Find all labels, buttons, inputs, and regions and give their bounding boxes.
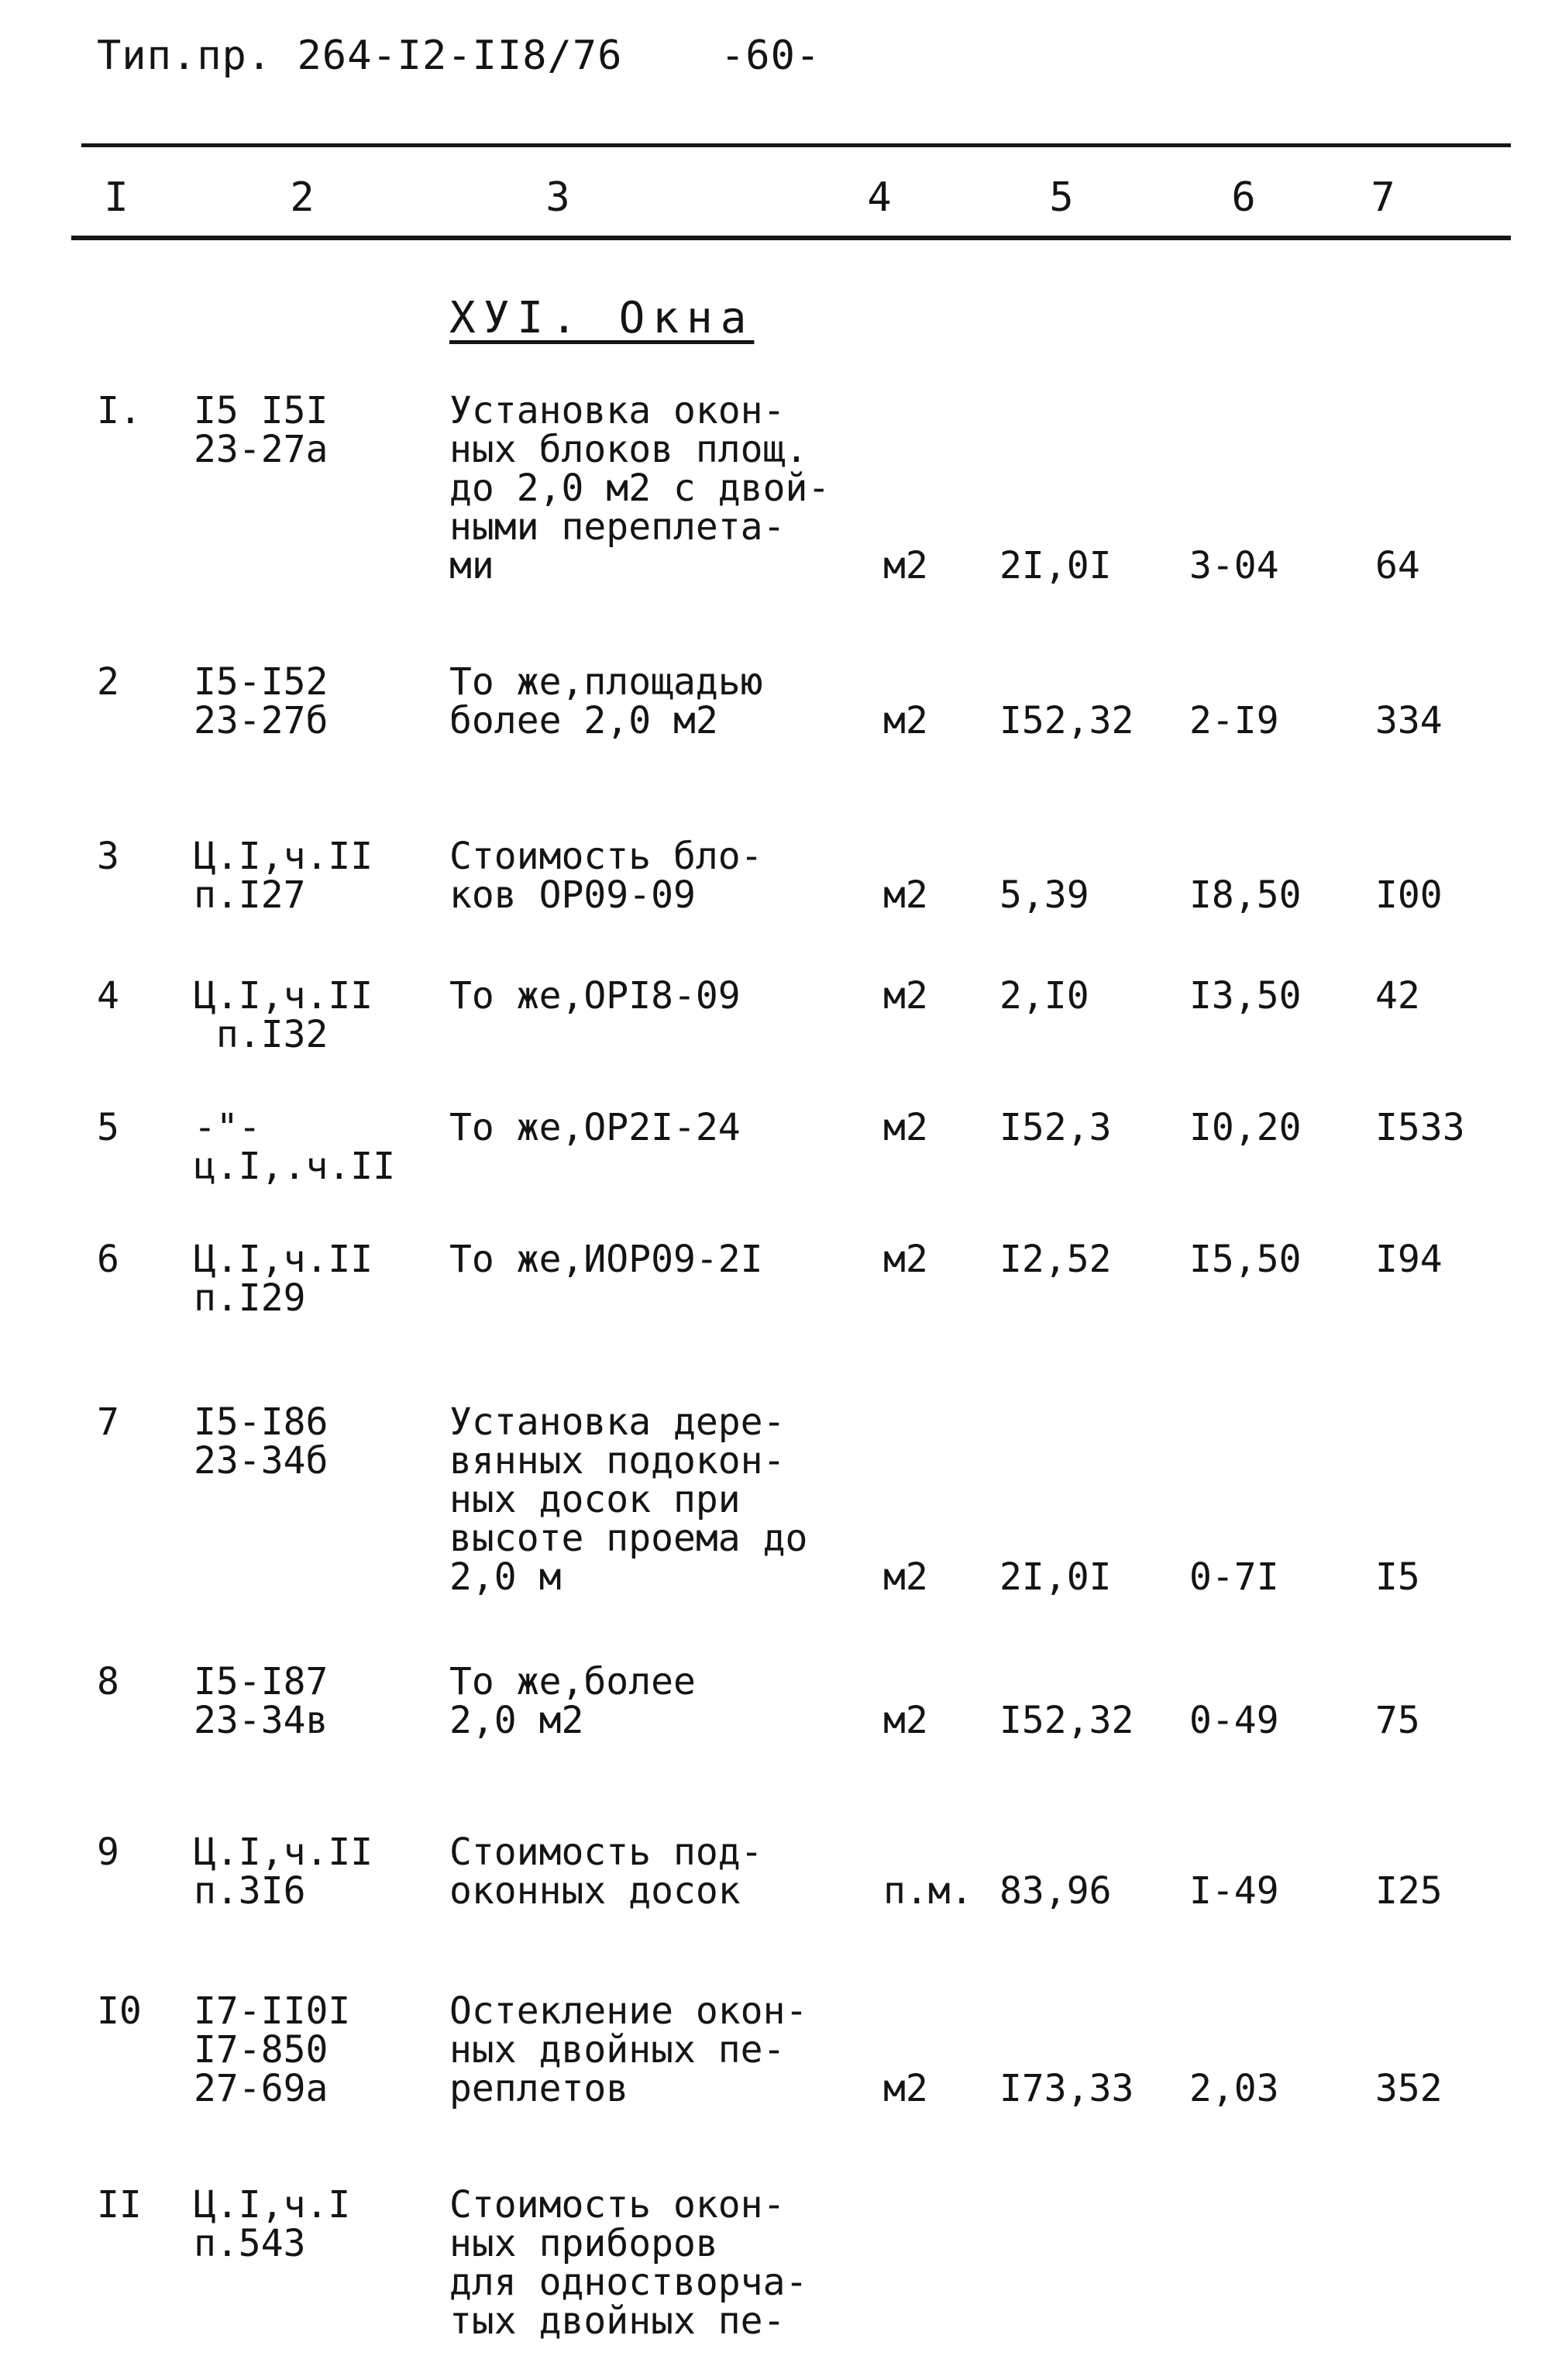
row-unit-price: I5,50: [1189, 1238, 1302, 1281]
row-description-line: более 2,0 м2: [449, 699, 718, 742]
row-description-line: Стоимость бло-: [449, 835, 763, 878]
row-code-line: Ц.I,ч.I: [194, 2183, 351, 2227]
row-number: 9: [97, 1831, 119, 1874]
row-code-line: п.I29: [194, 1276, 306, 1320]
row-quantity: 2,I0: [999, 974, 1089, 1018]
row-number: 4: [97, 974, 119, 1018]
column-number-7: 7: [1371, 174, 1395, 221]
row-description: [449, 835, 763, 917]
row-number: II: [97, 2183, 142, 2227]
row-description-line: Стоимость окон-: [449, 2183, 786, 2227]
row-code-line: 23-34б: [194, 1439, 329, 1483]
row-number: I0: [97, 1989, 142, 2033]
row-code: [194, 1989, 351, 2110]
row-unit-price: 2,03: [1189, 2067, 1279, 2110]
row-description-line: ных приборов: [449, 2222, 718, 2265]
column-number-1: I: [104, 174, 129, 221]
row-description-line: То же,более: [449, 1660, 696, 1703]
row-quantity: I2,52: [999, 1238, 1112, 1281]
row-description-line: 2,0 м: [449, 1555, 562, 1599]
row-description-line: вянных подокон-: [449, 1439, 786, 1483]
row-code: [194, 976, 373, 1054]
row-unit-price: 0-49: [1189, 1699, 1279, 1742]
column-number-4: 4: [867, 174, 892, 221]
row-total-cost: I533: [1375, 1106, 1465, 1149]
row-code-line: I5 I5I: [194, 389, 329, 432]
row-description-line: тых двойных пе-: [449, 2299, 786, 2343]
row-number: I.: [97, 389, 142, 432]
row-total-cost: 64: [1375, 544, 1420, 587]
row-unit: м2: [883, 544, 928, 587]
row-description: [449, 660, 763, 742]
row-code-line: п.3I6: [194, 1869, 306, 1913]
row-unit-price: I0,20: [1189, 1106, 1302, 1149]
column-number-2: 2: [290, 174, 315, 221]
row-unit: м2: [883, 2067, 928, 2110]
row-description: [449, 974, 741, 1018]
row-unit: п.м.: [883, 1869, 973, 1913]
row-description: [449, 1989, 808, 2110]
row-unit: м2: [883, 974, 928, 1018]
row-code: [194, 1238, 373, 1320]
row-description-line: Установка дере-: [449, 1400, 786, 1444]
row-code-line: ц.I,.ч.II: [194, 1145, 396, 1188]
row-unit-price: I3,50: [1189, 974, 1302, 1018]
row-description-line: То же,ОР2I-24: [449, 1106, 741, 1149]
row-code: [194, 660, 329, 742]
row-unit: м2: [883, 699, 928, 742]
row-number: 3: [97, 835, 119, 878]
row-code: [194, 1108, 395, 1186]
row-description-line: ми: [449, 544, 494, 587]
row-unit-price: 3-04: [1189, 544, 1279, 587]
row-unit: м2: [883, 1699, 928, 1742]
row-number: 2: [97, 660, 119, 704]
row-description: [449, 2183, 808, 2343]
row-unit-price: 2-I9: [1189, 699, 1279, 742]
row-code-line: п.I27: [194, 873, 306, 917]
row-total-cost: 334: [1375, 699, 1443, 742]
row-description-line: реплетов: [449, 2067, 629, 2110]
row-unit: м2: [883, 1106, 928, 1149]
row-code-line: Ц.I,ч.II: [194, 974, 373, 1018]
row-description-line: до 2,0 м2 с двой-: [449, 467, 831, 510]
row-description: [449, 1831, 763, 1913]
row-description-line: То же,ОРI8-09: [449, 974, 741, 1018]
row-description-line: высоте проема до: [449, 1517, 808, 1560]
row-code-line: п.I32: [194, 1013, 329, 1056]
column-number-6: 6: [1231, 174, 1256, 221]
row-quantity: I52,32: [999, 699, 1134, 742]
row-code-line: I5-I52: [194, 660, 329, 704]
row-quantity: I52,32: [999, 1699, 1134, 1742]
row-code-line: I5-I86: [194, 1400, 329, 1444]
row-total-cost: I00: [1375, 873, 1443, 917]
row-quantity: I52,3: [999, 1106, 1112, 1149]
row-code: [194, 391, 328, 469]
row-code: [194, 835, 373, 917]
row-description-line: ными переплета-: [449, 505, 786, 549]
row-description-line: Установка окон-: [449, 389, 786, 432]
row-number: 8: [97, 1660, 119, 1703]
row-description-line: 2,0 м2: [449, 1699, 584, 1742]
row-code-line: 23-27б: [194, 699, 329, 742]
row-description-line: Остекление окон-: [449, 1989, 808, 2033]
row-total-cost: I94: [1375, 1238, 1443, 1281]
row-unit: м2: [883, 1555, 928, 1599]
page-number: -60-: [721, 33, 821, 79]
row-description-line: То же,ИОР09-2I: [449, 1238, 763, 1281]
row-number: 5: [97, 1106, 119, 1149]
row-description-line: ных двойных пе-: [449, 2028, 786, 2072]
column-number-5: 5: [1049, 174, 1074, 221]
row-code-line: п.543: [194, 2222, 306, 2265]
row-unit: м2: [883, 873, 928, 917]
row-total-cost: I25: [1375, 1869, 1443, 1913]
row-code-line: Ц.I,ч.II: [194, 835, 373, 878]
row-quantity: I73,33: [999, 2067, 1134, 2110]
row-description: [449, 1240, 763, 1279]
row-quantity: 2I,0I: [999, 544, 1112, 587]
row-code-line: 23-27а: [194, 428, 329, 471]
row-code-line: -"-: [194, 1106, 261, 1149]
row-code-line: Ц.I,ч.II: [194, 1238, 373, 1281]
table-header-rule: [71, 236, 1511, 240]
row-description-line: ных блоков площ.: [449, 428, 808, 471]
row-quantity: 5,39: [999, 873, 1089, 917]
row-description-line: ных досок при: [449, 1478, 741, 1521]
row-code-line: I7-II0I: [194, 1989, 351, 2033]
row-unit-price: I8,50: [1189, 873, 1302, 917]
row-description-line: для одностворча-: [449, 2261, 808, 2304]
row-unit-price: 0-7I: [1189, 1555, 1279, 1599]
row-code: [194, 1831, 373, 1913]
row-code-line: Ц.I,ч.II: [194, 1831, 373, 1874]
row-description-line: То же,площадью: [449, 660, 763, 704]
row-description: [449, 391, 830, 585]
table-top-rule: [81, 143, 1511, 147]
row-number: 6: [97, 1238, 119, 1281]
row-code: [194, 1662, 328, 1740]
row-description: [449, 1400, 808, 1599]
row-total-cost: 352: [1375, 2067, 1443, 2110]
row-code-line: 27-69а: [194, 2067, 329, 2110]
row-total-cost: 75: [1375, 1699, 1420, 1742]
row-code-line: I5-I87: [194, 1660, 329, 1703]
row-code-line: I7-850: [194, 2028, 329, 2072]
row-description: [449, 1662, 696, 1740]
column-number-3: 3: [545, 174, 570, 221]
document-code: Тип.пр. 264-I2-II8/76: [97, 33, 623, 79]
row-description-line: оконных досок: [449, 1869, 741, 1913]
section-title: XУI. Окна: [449, 293, 755, 343]
row-total-cost: 42: [1375, 974, 1420, 1018]
row-unit: м2: [883, 1238, 928, 1281]
row-code: [194, 2185, 350, 2263]
row-total-cost: I5: [1375, 1555, 1420, 1599]
row-code-line: 23-34в: [194, 1699, 329, 1742]
row-description: [449, 1108, 741, 1147]
row-quantity: 83,96: [999, 1869, 1112, 1913]
row-description-line: ков ОР09-09: [449, 873, 696, 917]
row-description-line: Стоимость под-: [449, 1831, 763, 1874]
row-unit-price: I-49: [1189, 1869, 1279, 1913]
row-number: 7: [97, 1400, 119, 1444]
row-code: [194, 1400, 329, 1483]
row-quantity: 2I,0I: [999, 1555, 1112, 1599]
